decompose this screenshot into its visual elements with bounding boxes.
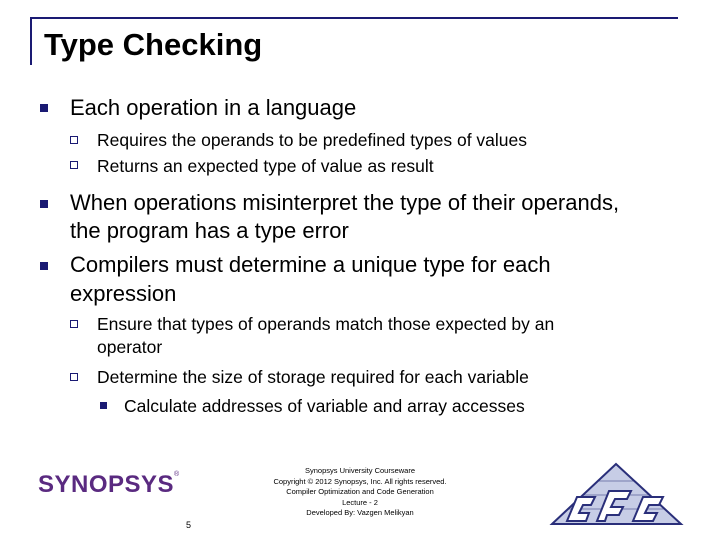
sub-bullet-hollow-square-icon — [70, 161, 78, 169]
logo-trademark: ® — [174, 471, 180, 478]
sub-bullet-hollow-square-icon — [70, 136, 78, 144]
footer-credits — [240, 466, 480, 519]
bullet-text: Compilers must determine a unique type for each — [70, 252, 551, 277]
bullet-text-continued: the program has a type error — [70, 218, 349, 243]
sub-sub-bullet-square-icon — [100, 402, 107, 409]
bullet-square-icon — [40, 104, 48, 112]
bullet-text: When operations misinterpret the type of their operands, — [70, 190, 620, 215]
logo-text: SYNOPSYS — [38, 471, 175, 498]
sub-bullet-text-continued: operator — [97, 337, 163, 357]
sub-bullet-hollow-square-icon — [70, 373, 78, 381]
sub-bullet-text: Requires the operands to be predefined types of values — [97, 130, 528, 150]
bullet-text: Each operation in a language — [70, 95, 357, 120]
page-number: 5 — [186, 520, 192, 530]
sub-bullet-text: Ensure that types of operands match those expected by an — [97, 314, 555, 334]
synopsys-logo — [38, 471, 180, 499]
title-frame-top-line — [30, 17, 678, 19]
footer-line: Developed By: Vazgen Melikyan — [306, 508, 414, 518]
title-frame-left-line — [30, 17, 32, 65]
sub-sub-bullet-text: Calculate addresses of variable and array accesses — [124, 396, 525, 416]
footer-line: Lecture - 2 — [342, 497, 378, 507]
sub-bullet-text: Returns an expected type of value as result — [97, 156, 434, 176]
bullet-square-icon — [40, 262, 48, 270]
sub-bullet-text: Determine the size of storage required for each variable — [97, 367, 529, 387]
slide-title: Type Checking — [44, 27, 263, 62]
footer-line: Synopsys University Courseware — [304, 466, 416, 475]
bullet-text-continued: expression — [70, 281, 177, 306]
footer-line: Compiler Optimization and Code Generation — [286, 487, 434, 497]
university-emblem-icon — [549, 461, 684, 527]
footer-line: Copyright © 2012 Synopsys, Inc. All rights reserved. — [273, 476, 447, 486]
bullet-square-icon — [40, 200, 48, 208]
sub-bullet-hollow-square-icon — [70, 320, 78, 328]
